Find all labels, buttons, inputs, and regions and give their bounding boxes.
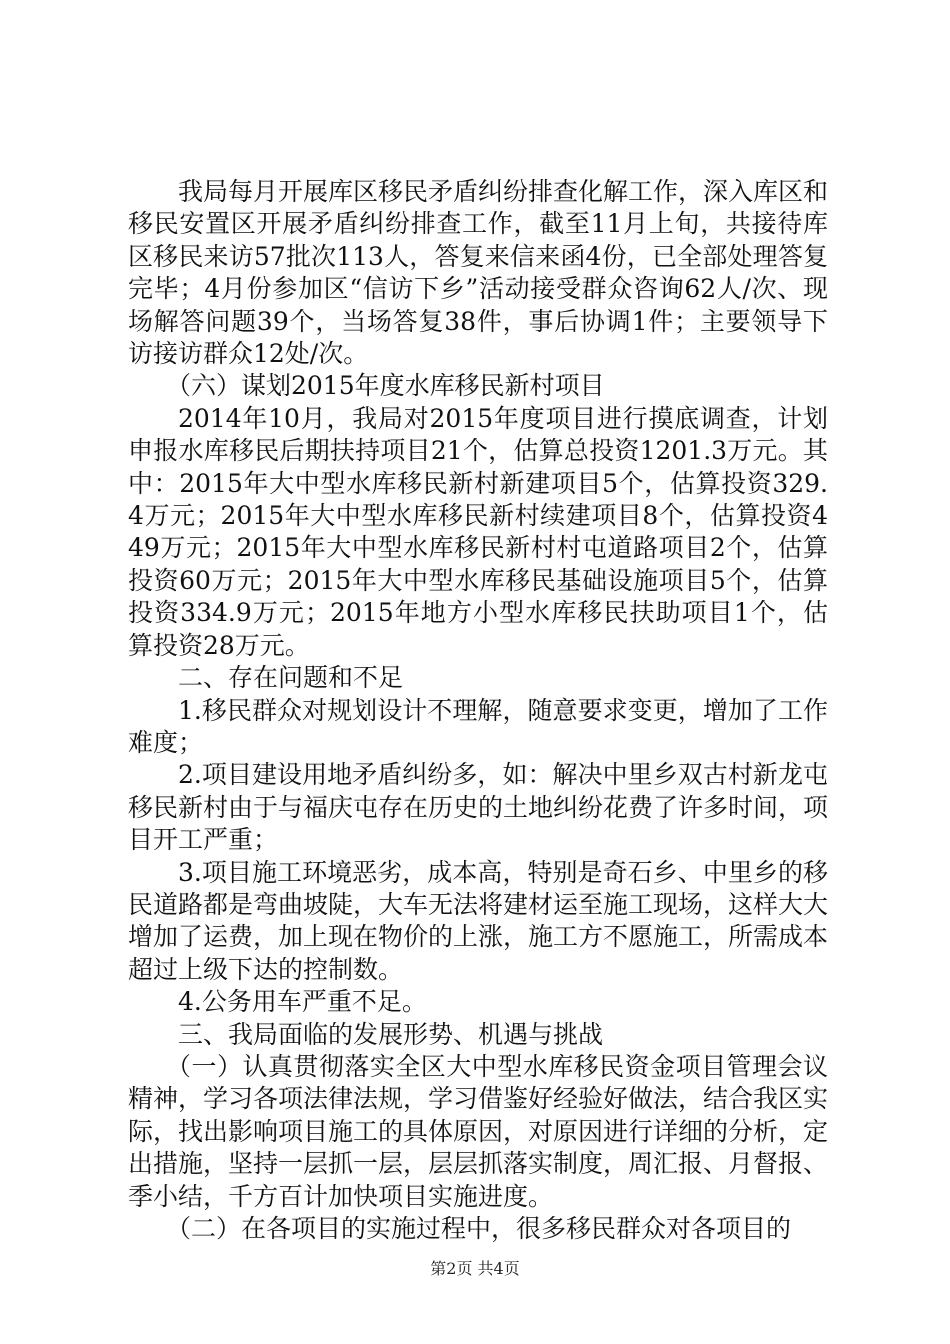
paragraph-2015-projects: 2014年10月，我局对2015年度项目进行摸底调查，计划申报水库移民后期扶持项目21个，估算总投资1201.3万元。其中：2015年大中型水库移民新村新建项目5个，估算投资329.4万元；2015年大中型水库移民新村续建项目8个，估算投资449万元；2015年大中型水库移民新村村屯道路项目2个，估算投资60万元；2015年大中型水库移民基础设施项目5个，估算投资334.9万元；2015年地方小型水库移民扶助项目1个，估算投资28万元。 (128, 403, 828, 660)
problem-item-3: 3.项目施工环境恶劣，成本高，特别是奇石乡、中里乡的移民道路都是弯曲坡陡，大车无法将建材运至施工现场，这样大大增加了运费，加上现在物价的上涨，施工方不愿施工，所需成本超过上级下达的控制数。 (128, 857, 829, 984)
problem-item-1: 1.移民群众对规划设计不理解，随意要求变更，增加了工作难度； (128, 695, 828, 757)
subheading-plan-2015: （六）谋划2015年度水库移民新村项目 (166, 371, 605, 401)
opportunity-item-2: （二）在各项目的实施过程中，很多移民群众对各项目的 (166, 1214, 792, 1243)
paragraph-petition-work: 我局每月开展库区移民矛盾纠纷排查化解工作，深入库区和移民安置区开展矛盾纠纷排查工作，截至11月上旬，共接待库区移民来访57批次113人，答复来信来函4份，已全部处理答复完毕；4月份参加区“信访下乡”活动接受群众咨询62人/次、现场解答问题39个，当场答复38件，事后协调1件；主要领导下访接访群众12处/次。 (128, 177, 829, 369)
page-footer: 第2页 共4页 (430, 1259, 520, 1278)
opportunity-item-1: （一）认真贯彻落实全区大中型水库移民资金项目管理会议精神，学习各项法律法规，学习借鉴好经验好做法，结合我区实际，找出影响项目施工的具体原因，对原因进行详细的分析，定出措施，坚持一层抓一层，层层抓落实制度，周汇报、月督报、季小结，千方百计加快项目实施进度。 (128, 1051, 829, 1211)
document-body (128, 176, 828, 1245)
section-heading-problems: 二、存在问题和不足 (178, 663, 404, 693)
problem-item-2: 2.项目建设用地矛盾纠纷多，如：解决中里乡双古村新龙屯移民新村由于与福庆屯存在历史的土地纠纷花费了许多时间，项目开工严重； (128, 760, 829, 855)
problem-item-4: 4.公务用车严重不足。 (178, 987, 427, 1017)
section-heading-opportunities: 三、我局面临的发展形势、机遇与挑战 (178, 1019, 604, 1049)
